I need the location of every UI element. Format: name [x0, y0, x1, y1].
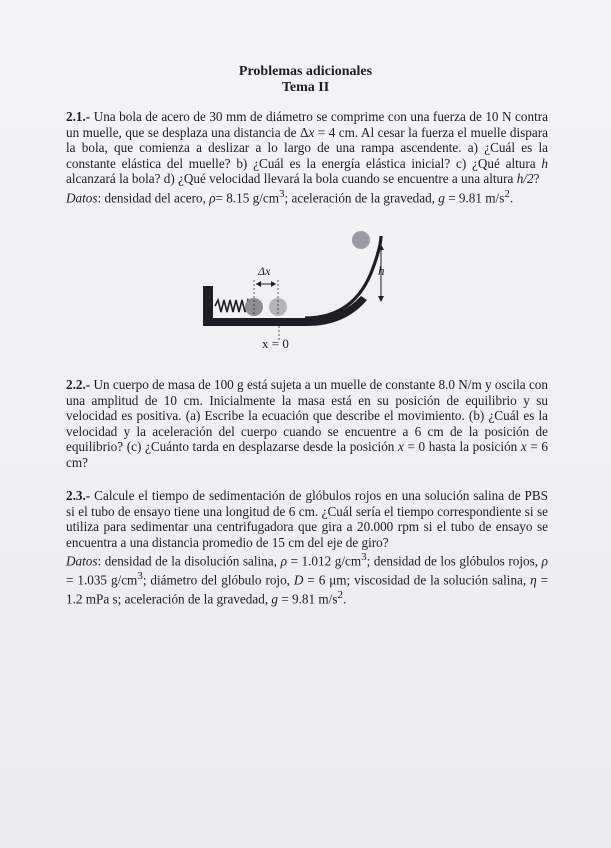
var-rho: ρ: [280, 553, 287, 569]
superscript: 2: [504, 187, 510, 200]
problem-text: = 6 cm?: [66, 439, 548, 470]
var-x: x: [308, 124, 315, 140]
datos-label: Datos: [66, 553, 98, 569]
datos-text: ; densidad de los glóbulos rojos,: [366, 553, 542, 569]
var-x: x: [398, 439, 404, 455]
datos-text: .: [509, 190, 514, 206]
problem-text: Calcule el tiempo de sedimentación de glóbulos rojos en una solución salina de PBS si el tubo de ensayo tiene una longitud de 6 cm. ¿Cuál sería el tiempo correspondiente si se utiliza para sedimentar una centrifugadora que gira a 20.000 rpm si el tubo de ensayo se encuentra a una distancia promedio de 15 cm del eje de giro?: [66, 488, 548, 550]
problem-number: 2.1.-: [66, 109, 91, 124]
problem-text: Una bola de acero de 30 mm de diámetro se comprime con una fuerza de 10 N contra un muelle, que se desplaza una distancia de Δ: [66, 109, 548, 140]
var-g: g: [438, 190, 445, 206]
problem-number: 2.2.-: [66, 377, 91, 392]
ramp-curve: [305, 236, 381, 318]
problem-number: 2.3.-: [66, 488, 91, 503]
document-subtitle: Tema II: [281, 80, 330, 95]
datos-text: = 1.035 g/cm: [66, 572, 138, 588]
datos-text: = 9.81 m/s: [278, 591, 338, 607]
superscript: 3: [137, 570, 143, 583]
problem-text: = 0 hasta la posición: [403, 439, 521, 455]
var-g: g: [271, 591, 279, 607]
spring-ramp-figure: [195, 228, 405, 352]
datos-text: = 8.15 g/cm: [215, 190, 280, 206]
superscript: 3: [279, 187, 285, 200]
var-h: h: [541, 155, 548, 171]
datos-text: ; diámetro del glóbulo rojo,: [142, 572, 294, 588]
problem-text: ?: [533, 171, 540, 187]
var-h-half: h/2: [516, 171, 534, 187]
problem-2-2: [66, 377, 548, 471]
var-d: D: [293, 572, 304, 588]
datos-text: ; aceleración de la gravedad,: [284, 190, 439, 206]
ball-top: [352, 231, 370, 249]
datos-text: : densidad del acero,: [97, 190, 210, 206]
h-label: h: [378, 263, 385, 278]
var-eta: η: [530, 572, 537, 588]
datos-text: = 1.2 mPa s; aceleración de la gravedad,: [66, 572, 549, 607]
problem-text: alcanzará la bola? d) ¿Qué velocidad llevará la bola cuando se encuentre a una altura: [66, 171, 517, 187]
problem-text: Un cuerpo de masa de 100 g está sujeta a un muelle de constante 8.0 N/m y oscila con una amplitud de 10 cm. Inicialmente la masa está en su posición de equilibrio y su velocidad es positiva. (a) Escribe la ecuación que describe el movimiento. (b) ¿Cuál es la velocidad y la aceleración del cuerpo cuando se encuentre a 6 cm de la posición de equilibrio? (c) ¿Cuánto tarda en desplazarse desde la posición: [66, 377, 548, 455]
datos-text: = 6 μm; viscosidad de la solución salina,: [303, 572, 531, 588]
problem-2-3: [66, 488, 548, 607]
delta-x-label: Δx: [258, 264, 271, 278]
datos-label: Datos: [66, 190, 98, 206]
problem-2-1: [66, 109, 548, 206]
x-origin-label: x = 0: [262, 336, 289, 351]
document-title: Problemas adicionales: [238, 64, 373, 79]
datos-text: .: [342, 591, 347, 607]
problem-text: = 4 cm. Al cesar la fuerza el muelle dispara la bola, que comienza a deslizar a lo largo de una rampa ascendente. a) ¿Cuál es la constante elástica del muelle? b) ¿Cuál es la energía elástica inicial? c) ¿Qué altura: [66, 124, 548, 171]
datos-text: = 1.012 g/cm: [286, 553, 362, 569]
var-x: x: [520, 439, 527, 455]
var-rho: ρ: [209, 190, 216, 206]
var-rho: ρ: [541, 553, 549, 569]
datos-text: = 9.81 m/s: [444, 190, 505, 206]
datos-text: : densidad de la disolución salina,: [97, 553, 281, 569]
superscript: 3: [361, 551, 367, 564]
superscript: 2: [337, 589, 343, 602]
